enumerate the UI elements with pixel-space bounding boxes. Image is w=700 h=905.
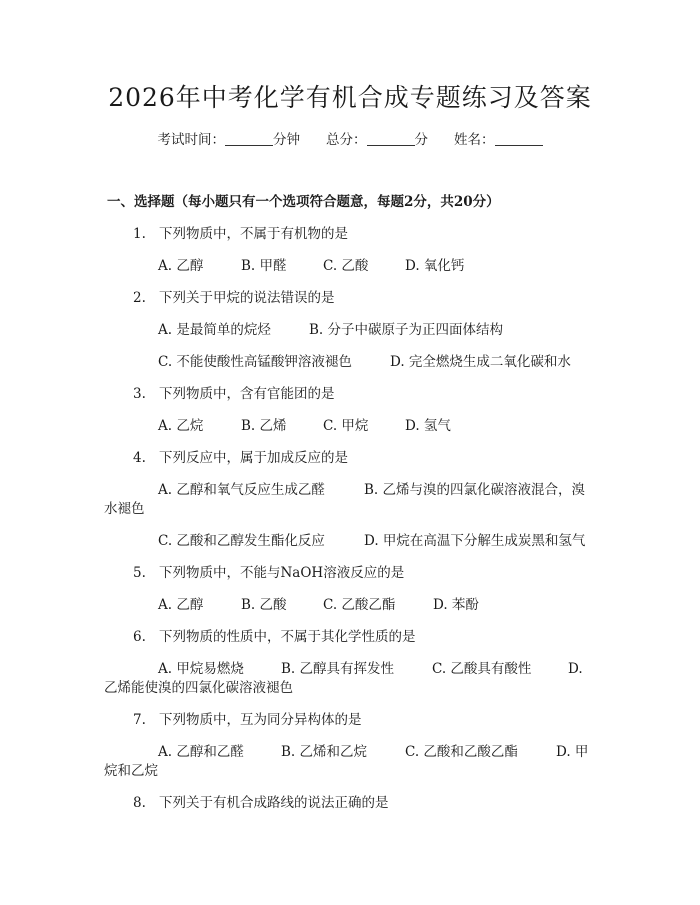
option-continuation: 烷和乙烷 bbox=[104, 763, 158, 779]
option: A. 是最简单的烷烃 bbox=[158, 322, 271, 338]
exam-info bbox=[0, 130, 700, 150]
option: C. 乙酸乙酯 bbox=[323, 597, 396, 613]
option: D. bbox=[568, 661, 583, 677]
option: C. 乙酸和乙醇发生酯化反应 bbox=[158, 533, 325, 549]
question-stem: 8. 下列关于有机合成路线的说法正确的是 bbox=[133, 795, 389, 811]
question-stem: 4. 下列反应中，属于加成反应的是 bbox=[133, 450, 348, 466]
option: A. 乙烷 bbox=[158, 418, 204, 434]
option: B. 乙烯与溴的四氯化碳溶液混合，溴 bbox=[364, 482, 586, 498]
option: C. 乙酸具有酸性 bbox=[432, 661, 532, 677]
option: A. 乙醇 bbox=[158, 597, 204, 613]
option: B. 乙烯和乙烷 bbox=[281, 744, 368, 760]
option: D. 氧化钙 bbox=[405, 258, 465, 274]
option: D. 完全燃烧生成二氧化碳和水 bbox=[390, 354, 571, 370]
question-stem: 7. 下列物质中，互为同分异构体的是 bbox=[133, 712, 362, 728]
option: B. 甲醛 bbox=[241, 258, 287, 274]
option-continuation: 乙烯能使溴的四氯化碳溶液褪色 bbox=[104, 680, 293, 696]
name-label: 姓名： bbox=[454, 132, 495, 148]
option: D. 氢气 bbox=[405, 418, 451, 434]
name-blank bbox=[495, 131, 543, 146]
score-label: 总分： bbox=[326, 132, 367, 148]
question-stem: 2. 下列关于甲烷的说法错误的是 bbox=[133, 290, 335, 306]
option: C. 甲烷 bbox=[323, 418, 369, 434]
option: D. 甲 bbox=[556, 744, 589, 760]
option: B. 乙醇具有挥发性 bbox=[281, 661, 395, 677]
question-stem: 1. 下列物质中，不属于有机物的是 bbox=[133, 226, 348, 242]
time-label: 考试时间： bbox=[157, 132, 225, 148]
question-stem: 6. 下列物质的性质中，不属于其化学性质的是 bbox=[133, 629, 416, 645]
section-heading: 一、选择题（每小题只有一个选项符合题意，每题2分，共20分） bbox=[107, 194, 500, 210]
option: B. 分子中碳原子为正四面体结构 bbox=[309, 322, 504, 338]
option: C. 乙酸和乙酸乙酯 bbox=[405, 744, 518, 760]
question-stem: 3. 下列物质中，含有官能团的是 bbox=[133, 386, 335, 402]
option: A. 乙醇 bbox=[158, 258, 204, 274]
score-blank bbox=[367, 131, 415, 146]
question-stem: 5. 下列物质中，不能与NaOH溶液反应的是 bbox=[133, 565, 405, 581]
option: A. 乙醇和乙醛 bbox=[158, 744, 244, 760]
option: D. 苯酚 bbox=[433, 597, 479, 613]
option: B. 乙酸 bbox=[241, 597, 287, 613]
option: B. 乙烯 bbox=[241, 418, 287, 434]
page-title: 2026年中考化学有机合成专题练习及答案 bbox=[108, 83, 592, 112]
option: D. 甲烷在高温下分解生成炭黑和氢气 bbox=[364, 533, 586, 549]
time-blank bbox=[225, 131, 273, 146]
option: C. 乙酸 bbox=[323, 258, 369, 274]
score-unit: 分 bbox=[414, 132, 428, 148]
option: C. 不能使酸性高锰酸钾溶液褪色 bbox=[158, 354, 352, 370]
time-unit: 分钟 bbox=[273, 132, 300, 148]
option-continuation: 水褪色 bbox=[104, 501, 145, 517]
option: A. 乙醇和氧气反应生成乙醛 bbox=[158, 482, 325, 498]
option: A. 甲烷易燃烧 bbox=[158, 661, 244, 677]
